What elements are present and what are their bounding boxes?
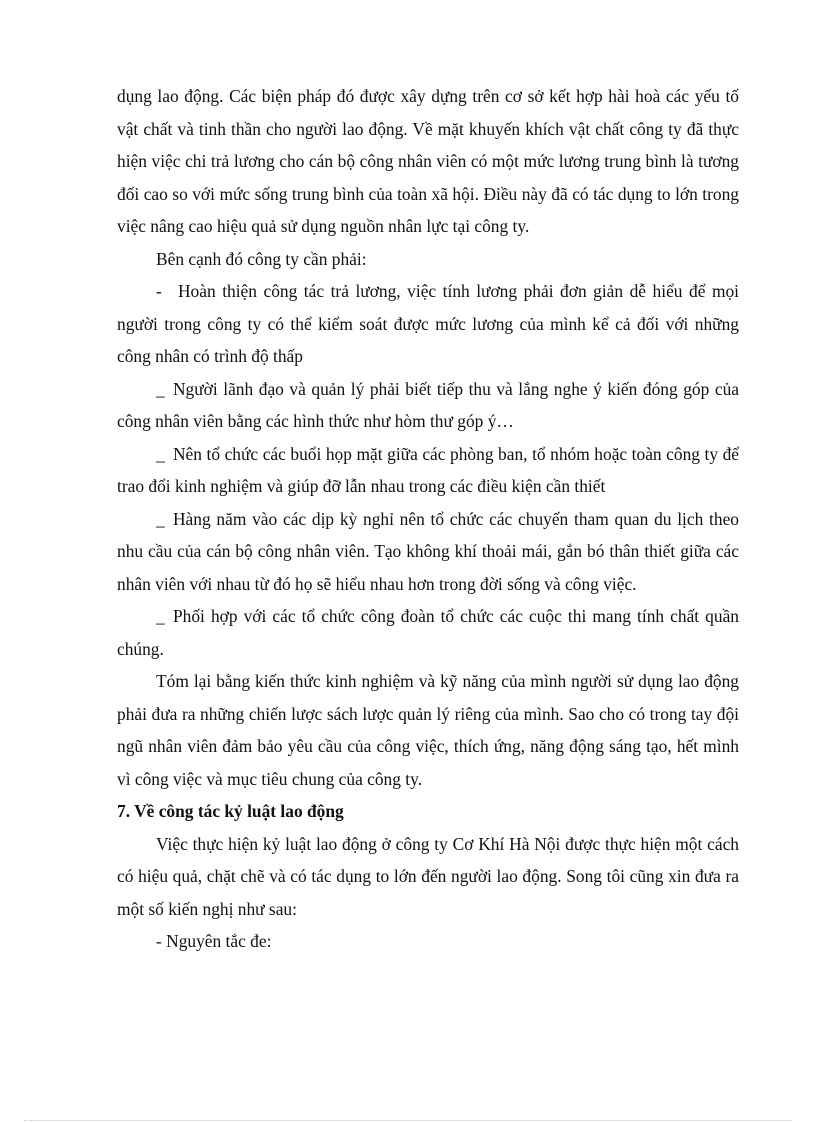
- bullet-marker: _: [156, 378, 165, 399]
- bullet-marker: -: [156, 281, 162, 301]
- section-heading: 7. Về công tác kỷ luật lao động: [117, 801, 344, 821]
- paragraph-lead-in: Bên cạnh đó công ty cần phải:: [156, 248, 367, 269]
- list-item: [117, 503, 739, 601]
- list-item-text: Nên tổ chức các buổi họp mặt giữa các phòng ban, tổ nhóm hoặc toàn công ty để trao đổi kinh nghiệm và giúp đỡ lẫn nhau trong các điều kiện cần thiết: [117, 443, 739, 496]
- page-bottom-divider: [24, 1120, 792, 1121]
- bullet-marker: _: [156, 606, 165, 626]
- list-item: [117, 600, 739, 665]
- paragraph-section-body: Việc thực hiện kỷ luật lao động ở công ty Cơ Khí Hà Nội được thực hiện một cách có hiệu quả, chặt chẽ và có tác dụng to lớn đến người lao động. Song tôi cũng xin đưa ra một số kiến nghị như sau:: [117, 833, 739, 919]
- paragraph-intro: dụng lao động. Các biện pháp đó được xây dựng trên cơ sở kết hợp hài hoà các yếu tố vật chất và tinh thần cho người lao động. Về mặt khuyến khích vật chất công ty đã thực hiện việc chi trả lương cho cán bộ công nhân viên có một mức lương trung bình là tương đối cao so với mức sống trung bình của toàn xã hội. Điều này đã có tác dụng to lớn trong việc nâng cao hiệu quả sử dụng nguồn nhân lực tại công ty.: [117, 86, 739, 236]
- list-item-text: Hoàn thiện công tác trả lương, việc tính lương phải đơn giản dễ hiểu để mọi người trong công ty có thể kiểm soát được mức lương của mình kể cả đối với những công nhân có trình độ thấp: [117, 281, 739, 366]
- paragraph-last-item: - Nguyên tắc đe:: [156, 931, 272, 951]
- list-item-text: Phối hợp với các tổ chức công đoàn tổ chức các cuộc thi mang tính chất quần chúng.: [117, 606, 739, 659]
- list-item-text: Người lãnh đạo và quản lý phải biết tiếp thu và lắng nghe ý kiến đóng góp của công nhân viên bằng các hình thức như hòm thư góp ý…: [117, 378, 739, 431]
- bullet-marker: _: [156, 508, 165, 529]
- list-item-text: Hàng năm vào các dịp kỳ nghỉ nên tổ chức các chuyến tham quan du lịch theo nhu cầu của cán bộ công nhân viên. Tạo không khí thoải mái, gắn bó thân thiết giữa các nhân viên với nhau từ đó họ sẽ hiểu nhau hơn trong đời sống và công việc.: [117, 508, 739, 594]
- list-item: [117, 438, 739, 503]
- list-item: [117, 373, 739, 438]
- document-page: [117, 80, 739, 958]
- bullet-marker: _: [156, 443, 165, 464]
- paragraph-summary: Tóm lại bằng kiến thức kinh nghiệm và kỹ năng của mình người sử dụng lao động phải đưa ra những chiến lược sách lược quản lý riêng của mình. Sao cho có trong tay đội ngũ nhân viên đảm bảo yêu cầu của công việc, thích ứng, năng động sáng tạo, hết mình vì công việc và mục tiêu chung của công ty.: [117, 671, 739, 789]
- list-item: [117, 275, 739, 373]
